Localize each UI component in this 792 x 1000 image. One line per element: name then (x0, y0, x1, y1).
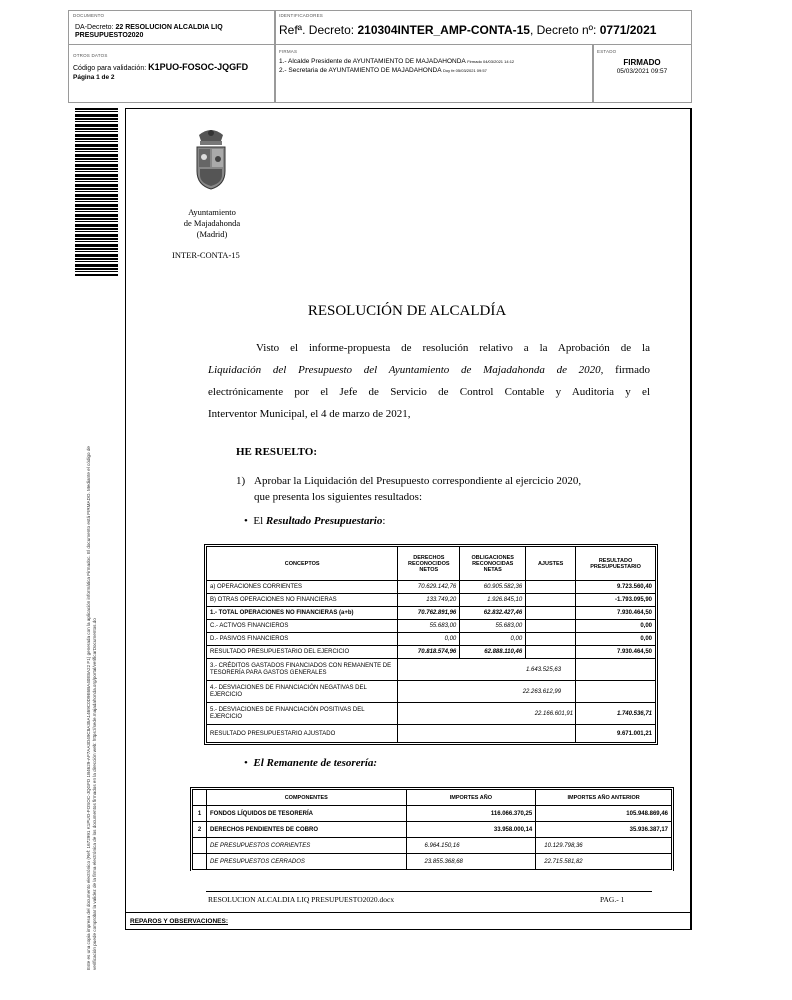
table-cell: 4.- DESVIACIONES DE FINANCIACIÓN NEGATIVAS DEL EJERCICIO (207, 681, 398, 703)
table-cell (576, 681, 656, 703)
table-row (207, 620, 656, 633)
table-row (207, 703, 656, 725)
table-cell: 9.671.001,21 (576, 725, 656, 743)
table-cell: RESULTADO PRESUPUESTARIO DEL EJERCICIO (207, 646, 398, 659)
table-cell: 70.629.142,76 (398, 581, 460, 594)
documento-label: DOCUMENTO (73, 13, 105, 18)
remanente-table-frame (190, 787, 674, 871)
barcode (75, 108, 118, 276)
table-cell: 60.905.582,36 (460, 581, 526, 594)
table-cell: 9.723.560,40 (576, 581, 656, 594)
table-cell: 1.643.525,63 (398, 659, 576, 681)
codigo-validacion: Código para validación: K1PUO-FOSOC-JQGFD (73, 62, 249, 72)
firmas-label: FIRMAS (279, 49, 298, 54)
table-cell: 7.930.464,50 (576, 646, 656, 659)
table-cell: 105.948.869,46 (602, 806, 672, 822)
item-1-number: 1) (236, 475, 246, 487)
table-header-cell: CONCEPTOS (207, 547, 398, 581)
table-cell (526, 581, 576, 594)
table-cell: B) OTRAS OPERACIONES NO FINANCIERAS (207, 594, 398, 607)
table-cell: RESULTADO PRESUPUESTARIO AJUSTADO (207, 725, 398, 743)
bullet-remanente: • El Remanente de tesorería: (244, 757, 378, 769)
table-cell: 55.683,00 (398, 620, 460, 633)
firma-1: 1.- Alcalde Presidente de AYUNTAMIENTO DE MAJADAHONDA Firmado 04/03/2021 14:12 (279, 58, 515, 65)
table-header-cell: RESULTADO PRESUPUESTARIO (576, 547, 656, 581)
table-cell: 1.926.845,10 (460, 594, 526, 607)
table-cell (193, 838, 207, 854)
table-cell (526, 633, 576, 646)
table-cell: DERECHOS PENDIENTES DE COBRO (206, 822, 406, 838)
intro-paragraph (208, 337, 650, 425)
table-header-cell: OBLIGACIONES RECONOCIDAS NETAS (460, 547, 526, 581)
table-cell: 0,00 (576, 620, 656, 633)
item-1-line-1: Aprobar la Liquidación del Presupuesto correspondiente al ejercicio 2020, (254, 475, 582, 487)
table-cell (576, 659, 656, 681)
resultado-table (206, 546, 656, 743)
table-cell: 7.930.464,50 (576, 607, 656, 620)
table-header-cell: IMPORTES AÑO ANTERIOR (536, 790, 672, 806)
table-cell: 10.129.798,36 (536, 838, 672, 854)
table-cell (406, 822, 471, 838)
intro-line-3: electrónicamente por el Jefe de Servicio de Control Contable y Auditoria y el (208, 386, 650, 398)
table-row (207, 633, 656, 646)
table-row (207, 659, 656, 681)
decreto-reference: Refª. Decreto: 210304INTER_AMP-CONTA-15, Decreto nº: 0771/2021 (279, 23, 657, 37)
header-identificadores-box (274, 10, 692, 45)
internal-reference: INTER-CONTA-15 (172, 250, 240, 260)
table-cell (193, 854, 207, 870)
intro-line-1: Visto el informe-propuesta de resolución relativo a la Aprobación de la (256, 342, 650, 354)
side-verification-text-1: Este es una copia impresa del documento electrónico (Ref: 1672991 K1PUO-FOSOC-JQGFD 1B4629-AF7AA3D49C8A35A1469C0D9E6BA40E8A22 F1) generada con la aplicación informática Firmadoc. El documento está FIRMADO. Mediante el código de (86, 446, 91, 970)
table-cell: 1.740.536,71 (576, 703, 656, 725)
intro-line-2: Liquidación del Presupuesto del Ayuntamiento de Majadahonda de 2020, firmado (208, 364, 650, 376)
table-cell: 23.855.368,68 (406, 854, 536, 870)
footer-page: PAG.- 1 (600, 895, 625, 904)
bullet-icon: • (244, 757, 248, 769)
header-documento-box (68, 10, 276, 45)
table-row (207, 581, 656, 594)
table-cell: 22.715.581,82 (536, 854, 672, 870)
table-cell: FONDOS LÍQUIDOS DE TESORERÍA (206, 806, 406, 822)
letterhead-line-1: Ayuntamiento (188, 207, 236, 217)
letterhead (168, 207, 256, 240)
table-cell (406, 806, 471, 822)
table-row (193, 838, 672, 854)
table-header-row (193, 790, 672, 806)
pagina-text: Página 1 de 2 (73, 74, 115, 81)
table-cell: 22.166.601,91 (398, 703, 576, 725)
table-row (193, 806, 672, 822)
estado-date: 05/03/2021 09:57 (616, 68, 668, 75)
table-cell: 70.818.574,96 (398, 646, 460, 659)
table-cell: 1 (193, 806, 207, 822)
reparos-label: REPAROS Y OBSERVACIONES: (130, 918, 229, 925)
table-cell: 0,00 (576, 633, 656, 646)
table-cell: 3.- CRÉDITOS GASTADOS FINANCIADOS CON REMANENTE DE TESORERÍA PARA GASTOS GENERALES (207, 659, 398, 681)
table-row (207, 594, 656, 607)
table-cell: DE PRESUPUESTOS CORRIENTES (206, 838, 406, 854)
letterhead-line-2: de Majadahonda (183, 218, 241, 228)
table-cell (526, 594, 576, 607)
he-resuelto-heading: HE RESUELTO: (236, 446, 318, 458)
table-header-cell (193, 790, 207, 806)
table-row (207, 681, 656, 703)
table-cell: 22.263.612,99 (398, 681, 576, 703)
table-cell (536, 822, 602, 838)
table-header-row (207, 547, 656, 581)
footer-filename: RESOLUCION ALCALDIA LIQ PRESUPUESTO2020.docx (208, 895, 395, 904)
resultado-table-frame (204, 544, 658, 745)
table-cell: 62.832.427,46 (460, 607, 526, 620)
table-header-cell: AJUSTES (526, 547, 576, 581)
side-verification-text-2: verificación puede comprobar la validez de la firma electrónica de los documentos firmados en la dirección web: https://sede.majadahonda.org/portal/verificarDocumentos.do (92, 618, 97, 970)
table-cell: -1.793.095,90 (576, 594, 656, 607)
table-cell: 35.936.387,17 (602, 822, 672, 838)
table-cell: 1.- TOTAL OPERACIONES NO FINANCIERAS (a+b) (207, 607, 398, 620)
header-estado-box (592, 44, 692, 103)
document-title: RESOLUCIÓN DE ALCALDÍA (307, 303, 507, 319)
header-firmas-box (274, 44, 594, 103)
table-cell: 116.066.370,25 (471, 806, 536, 822)
letterhead-line-3: (Madrid) (196, 229, 228, 239)
bullet-resultado: • El Resultado Presupuestario: (244, 515, 386, 527)
table-cell (526, 620, 576, 633)
table-cell: 2 (193, 822, 207, 838)
table-row (193, 854, 672, 870)
table-cell: 62.888.110,46 (460, 646, 526, 659)
table-header-cell: IMPORTES AÑO (406, 790, 536, 806)
table-cell: 0,00 (398, 633, 460, 646)
table-cell (526, 607, 576, 620)
item-1-line-2: que presenta los siguientes resultados: (254, 491, 423, 503)
coat-of-arms-logo (192, 127, 230, 191)
bullet-icon: • (244, 515, 248, 527)
table-cell: DE PRESUPUESTOS CERRADOS (206, 854, 406, 870)
estado-label: ESTADO (597, 49, 617, 54)
identificadores-label: IDENTIFICADORES (279, 13, 324, 18)
table-cell (536, 806, 602, 822)
table-cell: a) OPERACIONES CORRIENTES (207, 581, 398, 594)
table-cell: 0,00 (460, 633, 526, 646)
table-cell: 55.683,00 (460, 620, 526, 633)
footer-rule (206, 891, 652, 892)
remanente-table (192, 789, 672, 870)
table-cell: 133.749,20 (398, 594, 460, 607)
estado-value: FIRMADO (623, 58, 661, 67)
table-header-cell: COMPONENTES (206, 790, 406, 806)
table-cell: C.- ACTIVOS FINANCIEROS (207, 620, 398, 633)
table-cell: 5.- DESVIACIONES DE FINANCIACIÓN POSITIVAS DEL EJERCICIO (207, 703, 398, 725)
table-cell (398, 725, 576, 743)
table-header-cell: DERECHOS RECONOCIDOS NETOS (398, 547, 460, 581)
table-cell (526, 646, 576, 659)
table-row (207, 607, 656, 620)
item-1 (236, 473, 650, 505)
table-cell: D.- PASIVOS FINANCIEROS (207, 633, 398, 646)
table-row (193, 822, 672, 838)
table-cell: 33.958.000,14 (471, 822, 536, 838)
table-cell: 6.964.150,16 (406, 838, 536, 854)
intro-line-4: Interventor Municipal, el 4 de marzo de 2021, (208, 408, 411, 420)
table-row (207, 646, 656, 659)
firma-2: 2.- Secretaria de AYUNTAMIENTO DE MAJADAHONDA Doy fe 05/03/2021 09:57 (279, 67, 487, 74)
otros-label: OTROS DATOS (73, 53, 108, 58)
documento-value: DA-Decreto: 22 RESOLUCION ALCALDIA LIQ PRESUPUESTO2020 (75, 24, 223, 39)
table-cell: 70.762.891,96 (398, 607, 460, 620)
table-row (207, 725, 656, 743)
header-otros-box (68, 44, 276, 103)
